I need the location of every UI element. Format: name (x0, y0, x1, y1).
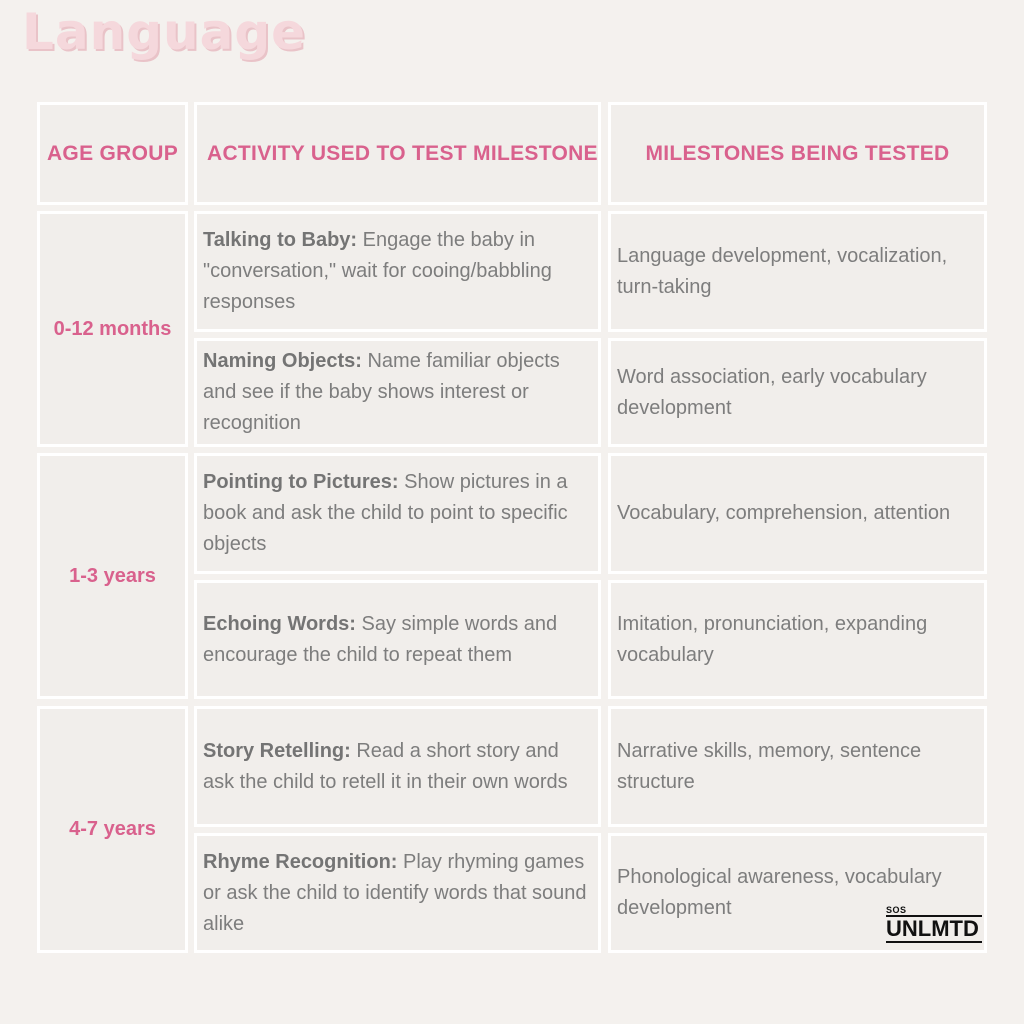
activity-description: Say simple words and encourage the child to repeat them (203, 612, 558, 666)
activity-description: Read a short story and ask the child to retell it in their own words (203, 739, 568, 793)
milestone-cell (608, 338, 987, 447)
activity-cell (194, 338, 601, 447)
milestone-text: Narrative skills, memory, sentence structure (617, 739, 922, 793)
milestone-cell (608, 211, 987, 332)
brand-logo (886, 906, 982, 944)
activity-title: Naming Objects: (203, 350, 362, 372)
logo-top-text: SOS (886, 905, 907, 915)
activity-text (203, 736, 592, 798)
page-title: Language (22, 3, 307, 61)
milestone-cell (608, 580, 987, 699)
milestone-text: Word association, early vocabulary development (617, 365, 927, 419)
activity-cell (194, 580, 601, 699)
activity-description: Show pictures in a book and ask the child to point to specific objects (203, 471, 568, 555)
header-activity-label: ACTIVITY USED TO TEST MILESTONE (207, 141, 598, 165)
age-group-label: 0-12 months (53, 317, 172, 340)
header-activity (194, 102, 601, 205)
activity-title: Talking to Baby: (203, 229, 358, 251)
activity-text (203, 225, 592, 318)
age-group-label: 1-3 years (69, 564, 156, 587)
activity-cell (194, 211, 601, 332)
milestone-cell (608, 453, 987, 574)
activity-cell (194, 453, 601, 574)
activity-text (203, 346, 592, 439)
header-milestones-label: MILESTONES BEING TESTED (645, 141, 950, 165)
activity-description: Name familiar objects and see if the baby shows interest or recognition (203, 350, 560, 434)
activity-title: Story Retelling: (203, 739, 351, 762)
age-group-cell (37, 453, 188, 699)
milestone-text: Language development, vocalization, turn-taking (617, 244, 948, 298)
age-group-cell (37, 211, 188, 447)
logo-main-text: UNLMTD (886, 915, 982, 943)
milestone-cell (608, 706, 987, 827)
activity-title: Echoing Words: (203, 612, 356, 635)
milestone-text: Phonological awareness, vocabulary development (617, 866, 942, 919)
activity-description: Play rhyming games or ask the child to identify words that sound alike (203, 850, 587, 935)
activity-cell (194, 833, 601, 953)
milestone-text: Imitation, pronunciation, expanding vocabulary (617, 612, 928, 666)
activity-text (203, 609, 592, 671)
activity-cell (194, 706, 601, 827)
activity-text (203, 467, 592, 560)
milestone-text: Vocabulary, comprehension, attention (617, 502, 951, 524)
activity-title: Pointing to Pictures: (203, 471, 399, 493)
header-age-group (37, 102, 188, 205)
activity-title: Rhyme Recognition: (203, 850, 398, 873)
activity-description: Engage the baby in "conversation," wait for cooing/babbling responses (203, 229, 552, 313)
age-group-cell (37, 706, 188, 953)
header-milestones (608, 102, 987, 205)
activity-text (203, 847, 592, 940)
age-group-label: 4-7 years (69, 818, 156, 840)
header-age-group-label: AGE GROUP (46, 141, 179, 165)
